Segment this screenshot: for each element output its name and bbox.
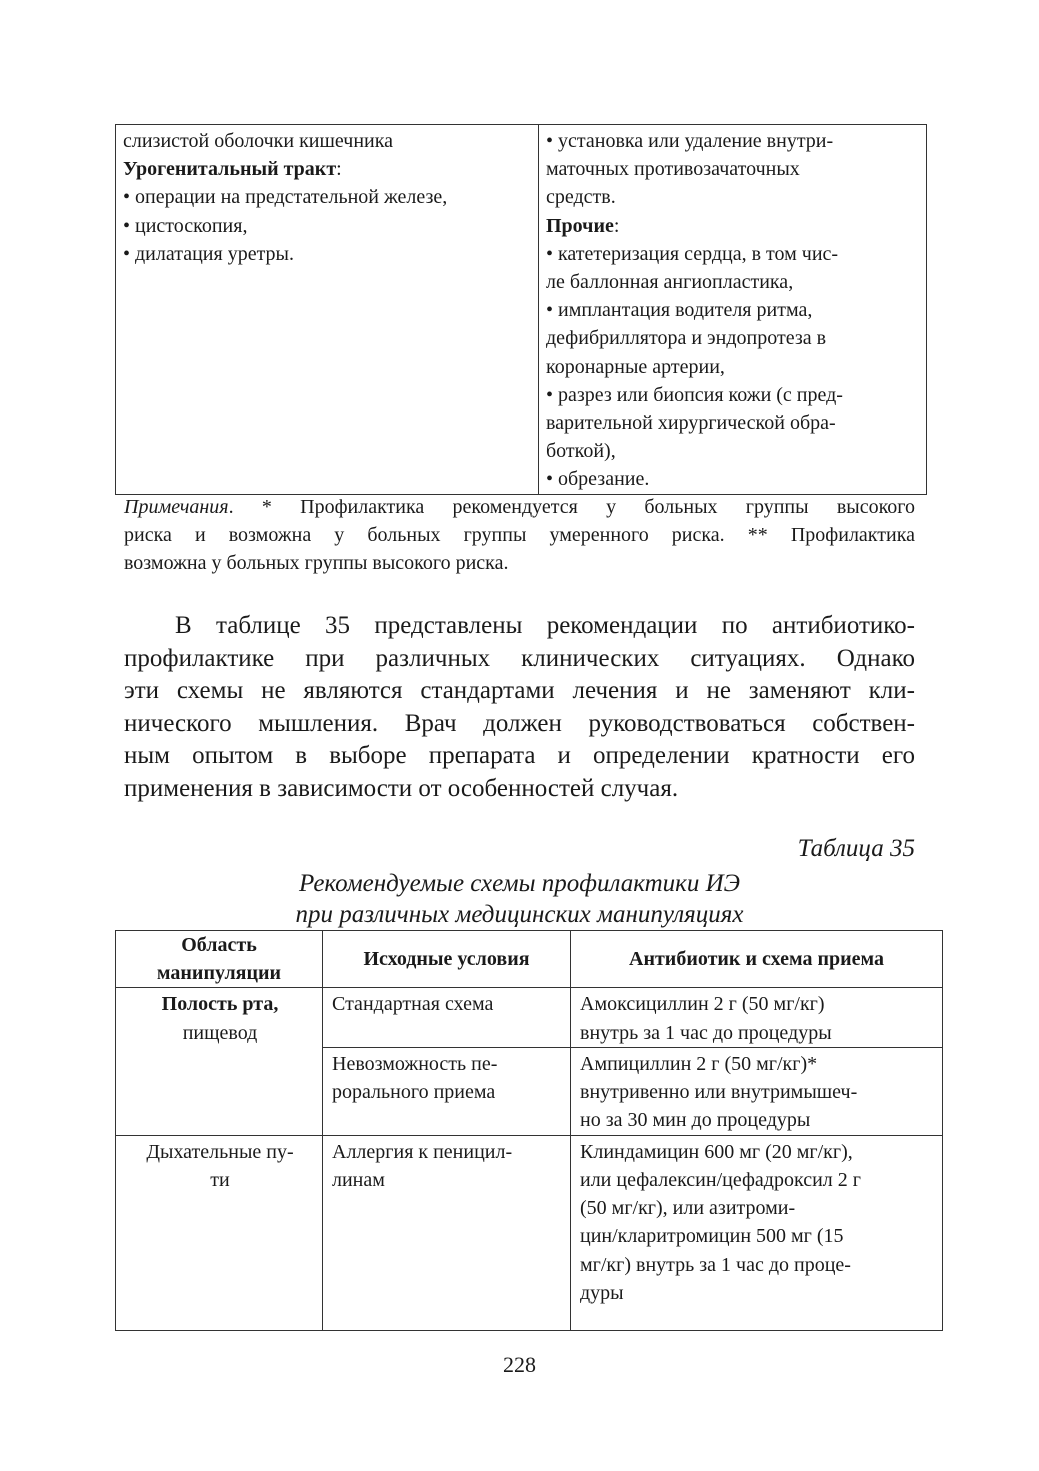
notes-label: Примечания xyxy=(124,496,229,518)
table-title-line: при различных медицинских манипуляциях xyxy=(295,901,744,928)
area-bold: Полость рта, xyxy=(161,993,279,1016)
text-line: коронарные артерии, xyxy=(546,355,725,378)
page-number: 228 xyxy=(503,1352,536,1377)
paragraph-line: эти схемы не являются стандартами лечения и не заменяют кли- xyxy=(124,677,915,705)
antibiotic-cell: Клиндамицин 600 мг (20 мг/кг), или цефалексин/цефадроксил 2 г (50 мг/кг), или азитроми- цин/кларитромицин 500 мг (15 мг/кг) внутрь за 1 час до проце- дуры xyxy=(571,1135,943,1330)
area-cell: Дыхательные пу- ти xyxy=(116,1135,323,1330)
header-conditions: Исходные условия xyxy=(323,931,571,988)
list-item: • установка или удаление внутри- xyxy=(546,130,834,152)
list-item: • разрез или биопсия кожи (с пред- xyxy=(546,383,843,406)
text-line: маточных противозачаточных xyxy=(546,158,800,181)
header-antibiotic: Антибиотик и схема приема xyxy=(571,931,943,988)
paragraph-line: нического мышления. Врач должен руководствоваться собствен- xyxy=(124,709,915,737)
notes-line: риска и возможна у больных группы умеренного риска. ** Профилактика xyxy=(124,524,915,547)
list-item: • обрезание. xyxy=(546,468,650,491)
notes-line: возможна у больных группы высокого риска. xyxy=(124,552,509,575)
paragraph-line: ным опытом в выборе препарата и определении кратности его xyxy=(124,742,915,770)
text-line: ле баллонная ангиопластика, xyxy=(546,271,794,294)
prophylaxis-table xyxy=(115,930,943,1331)
table-row xyxy=(116,1135,943,1330)
paragraph-line: профилактике при различных клинических ситуациях. Однако xyxy=(124,644,915,672)
text-line: дефибриллятора и эндопротеза в xyxy=(546,327,827,350)
right-cell xyxy=(539,125,927,495)
table-title-line: Рекомендуемые схемы профилактики ИЭ xyxy=(298,870,741,897)
text-line: слизистой оболочки кишечника xyxy=(123,130,394,152)
paragraph-line: применения в зависимости от особенностей случая. xyxy=(124,774,679,802)
list-item: • операции на предстательной железе, xyxy=(123,186,448,209)
list-item: • дилатация уретры. xyxy=(123,242,294,265)
table-notes xyxy=(124,493,915,578)
body-paragraph xyxy=(124,610,915,806)
left-cell xyxy=(116,125,539,495)
conditions-cell: Аллергия к пеницил- линам xyxy=(323,1135,571,1330)
table-title xyxy=(0,868,1039,930)
table-row xyxy=(116,988,943,1047)
conditions-cell: Стандартная схема xyxy=(323,988,571,1047)
area-cell xyxy=(116,988,323,1135)
section-heading-other: Прочие: xyxy=(546,214,620,237)
paragraph-line: В таблице 35 представлены рекомендации по антибиотико- xyxy=(175,612,915,639)
notes-line: Примечания. * Профилактика рекомендуется у больных группы высокого xyxy=(124,496,915,518)
table-header-row xyxy=(116,931,943,988)
table-row xyxy=(116,125,927,495)
conditions-cell: Невозможность пе- рорального приема xyxy=(323,1047,571,1135)
header-area: Область манипуляции xyxy=(116,931,323,988)
antibiotic-cell: Амоксициллин 2 г (50 мг/кг) внутрь за 1 час до процедуры xyxy=(571,988,943,1047)
area-rest: пищевод xyxy=(182,1021,258,1044)
list-item: • катетеризация сердца, в том чис- xyxy=(546,242,839,265)
text-line: боткой), xyxy=(546,440,616,463)
list-item: • цистоскопия, xyxy=(123,214,248,237)
table-number-label: Таблица 35 xyxy=(797,835,915,862)
antibiotic-cell: Ампициллин 2 г (50 мг/кг)* внутривенно или внутримышеч- но за 30 мин до процедуры xyxy=(571,1047,943,1135)
continuation-table xyxy=(115,124,927,495)
text-line: средств. xyxy=(546,186,616,209)
list-item: • имплантация водителя ритма, xyxy=(546,299,813,322)
text-line: варительной хирургической обра- xyxy=(546,412,836,435)
section-heading-urogenital: Урогенитальный тракт: xyxy=(123,158,342,181)
